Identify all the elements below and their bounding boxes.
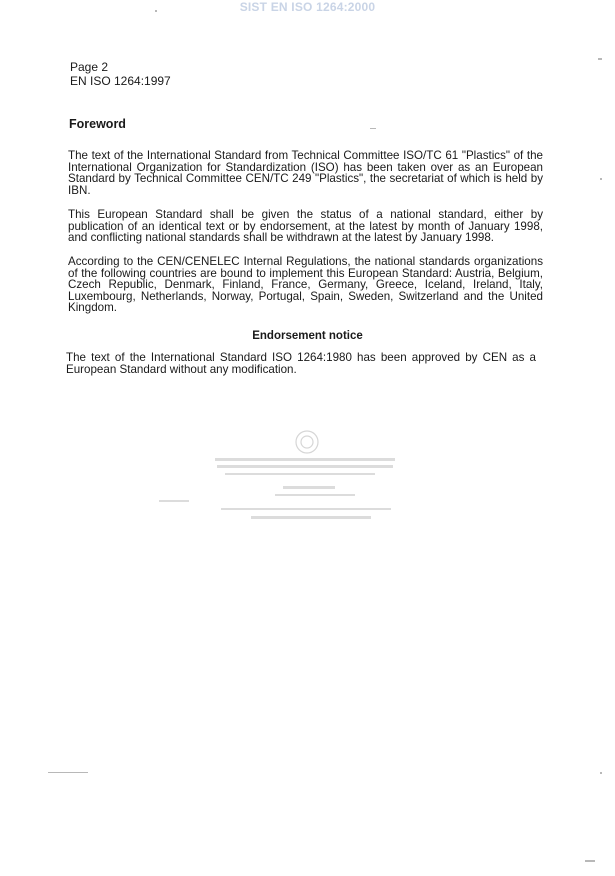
speck bbox=[600, 772, 602, 774]
foreword-heading: Foreword bbox=[69, 117, 126, 131]
foreword-paragraph-3: According to the CEN/CENELEC Internal Regulations, the national standards organizations of the following countries are bound to implement this European Standard: Austria, Belgium, Czech Republic, Denmark, Finland, France, Germany, Greece, Iceland, Ireland, Italy, Luxembourg, Netherlands, Norway, Portugal, Spain, Sweden, Switzerland and the United Kingdom. bbox=[68, 255, 543, 314]
speck bbox=[48, 772, 88, 773]
page-number: Page 2 bbox=[70, 60, 109, 74]
standard-reference: EN ISO 1264:1997 bbox=[70, 74, 171, 88]
speck bbox=[155, 10, 157, 12]
page-header bbox=[70, 60, 171, 88]
speck bbox=[370, 128, 376, 129]
endorsement-heading: Endorsement notice bbox=[252, 330, 363, 342]
foreword-paragraph-1: The text of the International Standard from Technical Committee ISO/TC 61 "Plastics" of the International Organization for Standardization (ISO) has been taken over as an European Standard by Technical Committee CEN/TC 249 "Plastics", the secretariat of which is held by IBN. bbox=[68, 149, 543, 197]
document-watermark: SIST EN ISO 1264:2000 bbox=[239, 0, 376, 14]
faded-stamp-icon bbox=[155, 428, 415, 528]
foreword-paragraph-2: This European Standard shall be given the status of a national standard, either by publication of an identical text or by endorsement, at the latest by month of January 1998, and conflicting national standards shall be withdrawn at the latest by January 1998. bbox=[68, 208, 543, 244]
endorsement-paragraph: The text of the International Standard ISO 1264:1980 has been approved by CEN as a European Standard without any modification. bbox=[66, 351, 536, 376]
speck bbox=[585, 860, 595, 862]
speck bbox=[600, 178, 602, 180]
speck bbox=[598, 58, 602, 60]
